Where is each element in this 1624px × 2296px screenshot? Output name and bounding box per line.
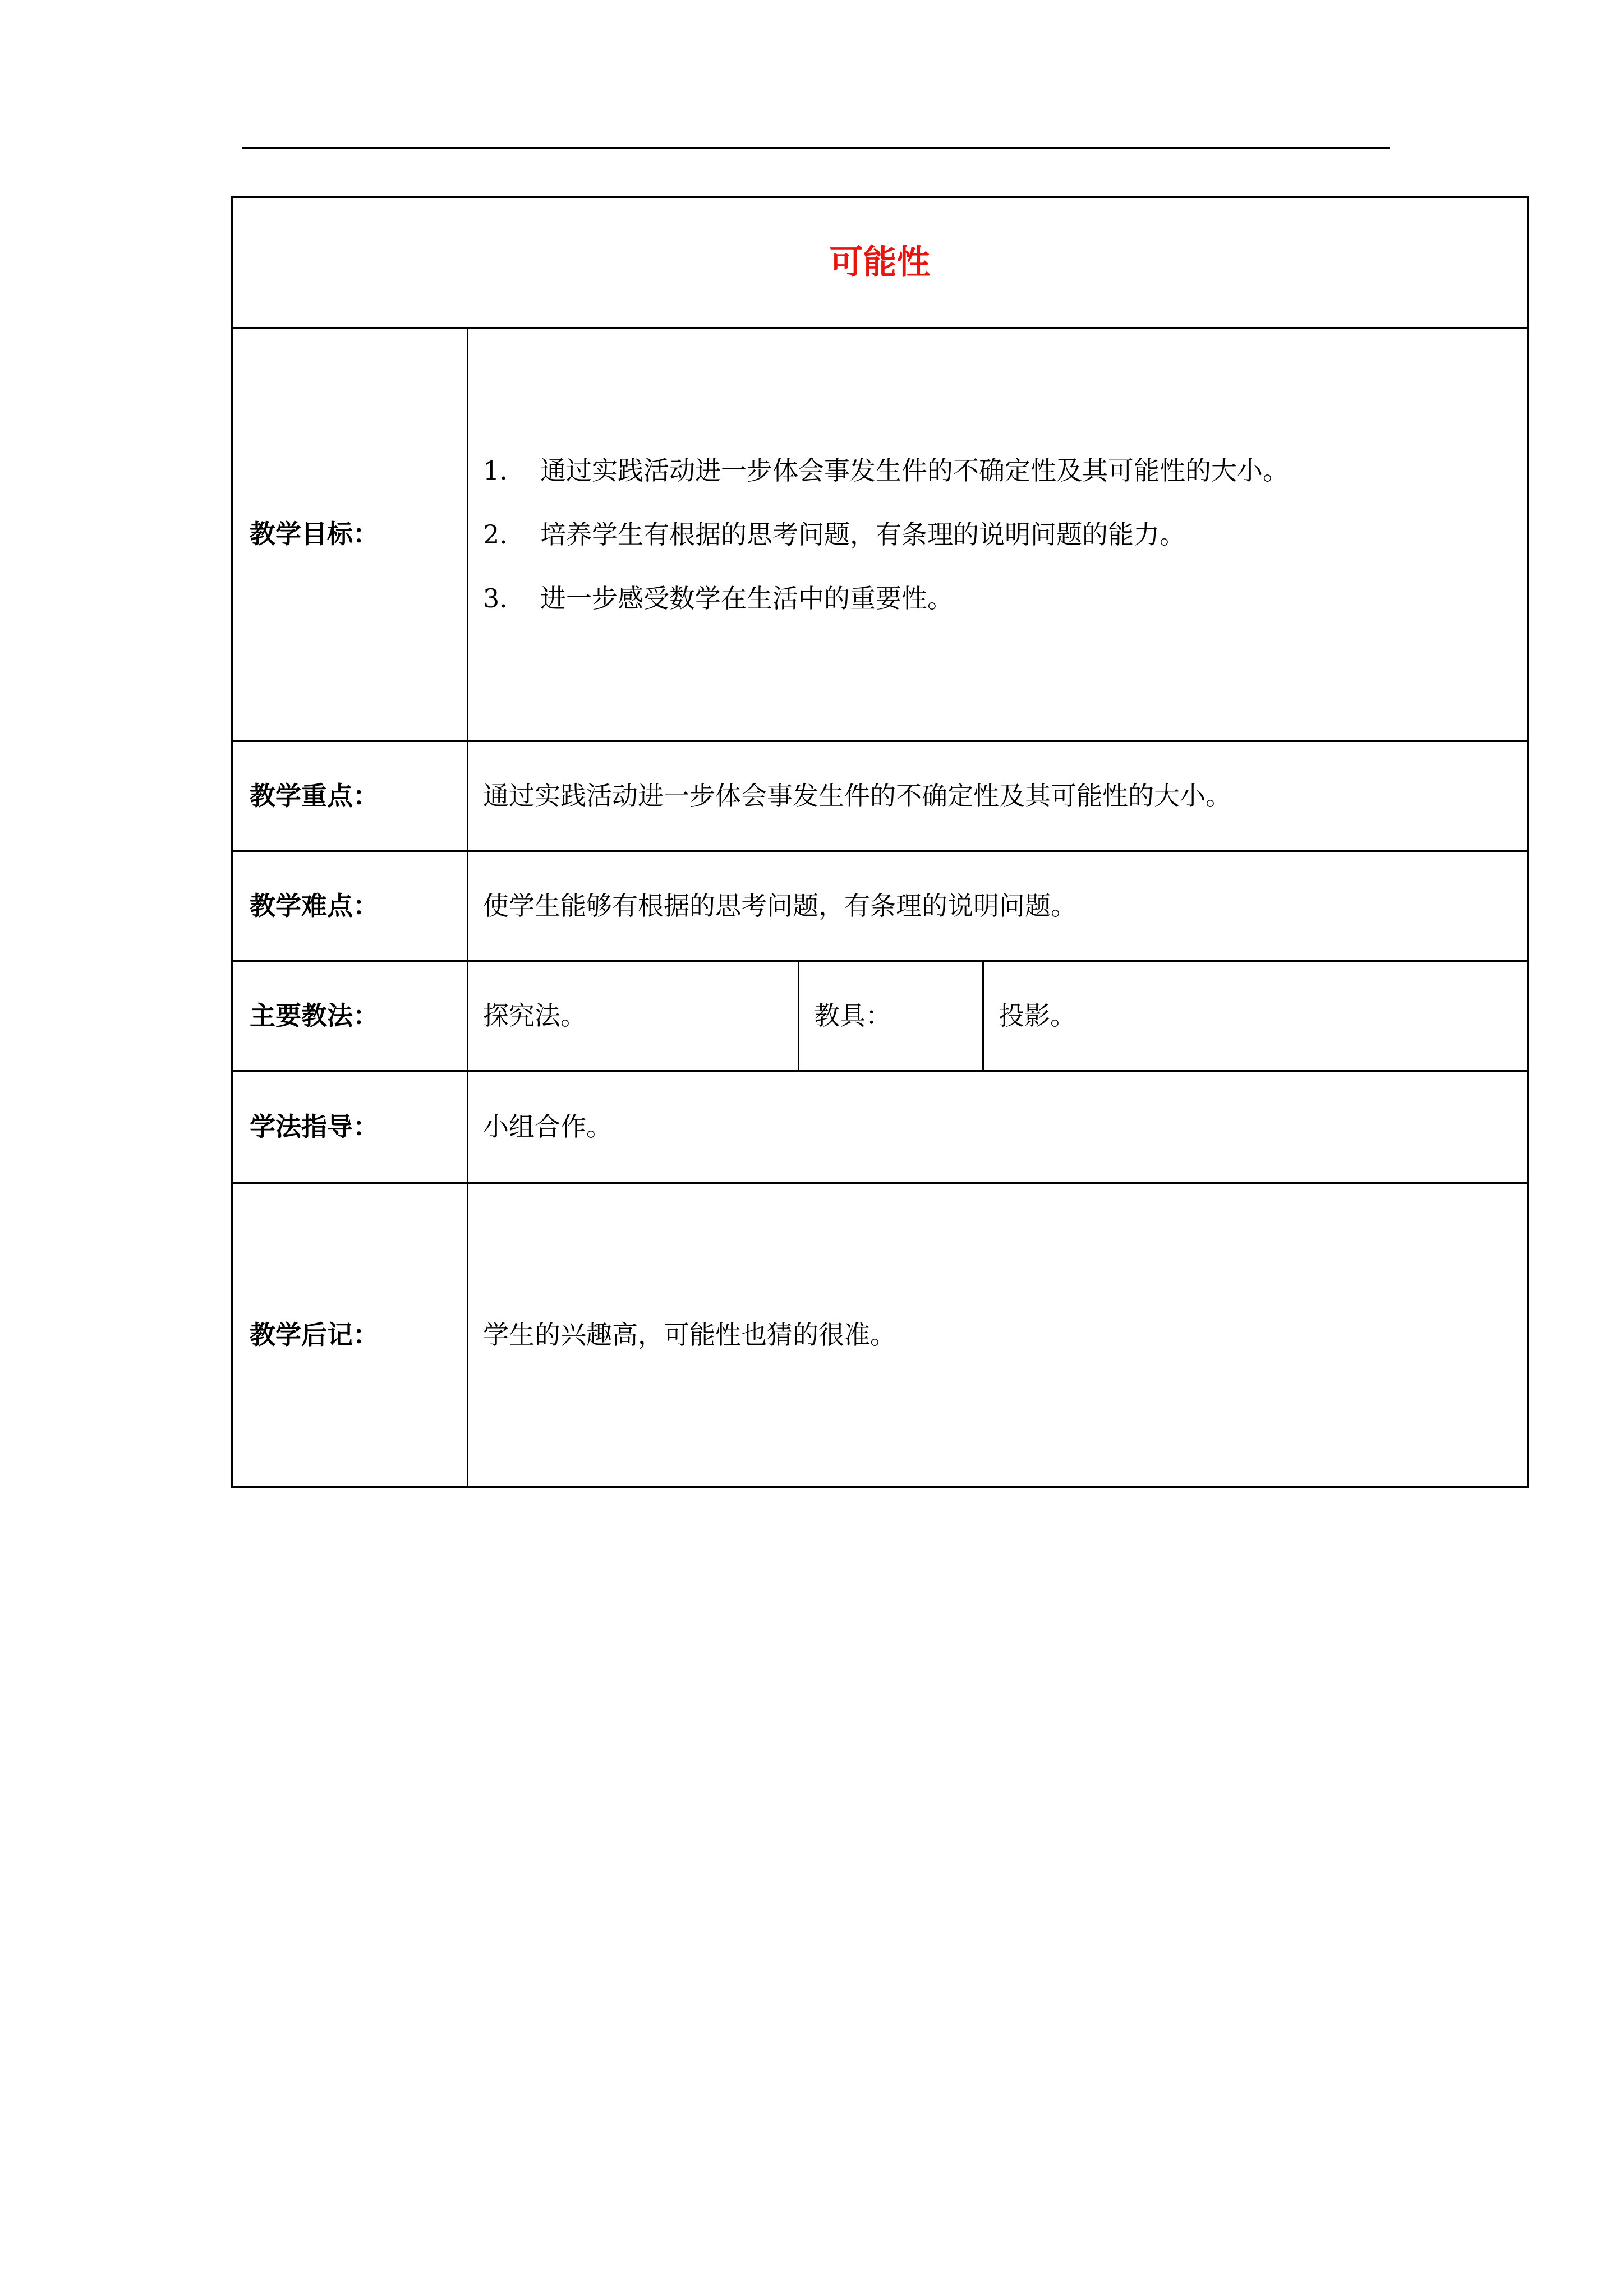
focus-row — [232, 741, 1528, 851]
header-rule — [242, 147, 1390, 149]
method-value: 探究法。 — [468, 961, 799, 1071]
notes-value: 学生的兴趣高，可能性也猜的很准。 — [468, 1183, 1528, 1487]
difficulty-row — [232, 851, 1528, 961]
guidance-label: 学法指导： — [232, 1071, 468, 1183]
goal-number: 3. — [483, 583, 508, 614]
goal-text: 培养学生有根据的思考问题，有条理的说明问题的能力。 — [540, 519, 1185, 550]
goal-item — [483, 502, 1512, 566]
goal-item — [483, 439, 1512, 502]
tools-value: 投影。 — [983, 961, 1528, 1071]
method-row — [232, 961, 1528, 1071]
guidance-value: 小组合作。 — [468, 1071, 1528, 1183]
goals-row — [232, 328, 1528, 741]
lesson-plan-table — [231, 196, 1529, 1488]
goal-number: 1. — [483, 455, 508, 486]
goals-label: 教学目标： — [232, 328, 468, 741]
title-row — [232, 197, 1528, 328]
goal-item — [483, 566, 1512, 630]
notes-row — [232, 1183, 1528, 1487]
goal-text: 进一步感受数学在生活中的重要性。 — [540, 583, 953, 614]
guidance-row — [232, 1071, 1528, 1183]
difficulty-value: 使学生能够有根据的思考问题，有条理的说明问题。 — [468, 851, 1528, 961]
method-label: 主要教法： — [232, 961, 468, 1071]
focus-label: 教学重点： — [232, 741, 468, 851]
notes-label: 教学后记： — [232, 1183, 468, 1487]
goal-text: 通过实践活动进一步体会事发生件的不确定性及其可能性的大小。 — [540, 455, 1289, 486]
difficulty-label: 教学难点： — [232, 851, 468, 961]
focus-value: 通过实践活动进一步体会事发生件的不确定性及其可能性的大小。 — [468, 741, 1528, 851]
lesson-title: 可能性 — [232, 197, 1528, 328]
goals-cell — [468, 328, 1528, 741]
goal-number: 2. — [483, 519, 508, 550]
tools-label: 教具： — [799, 961, 983, 1071]
